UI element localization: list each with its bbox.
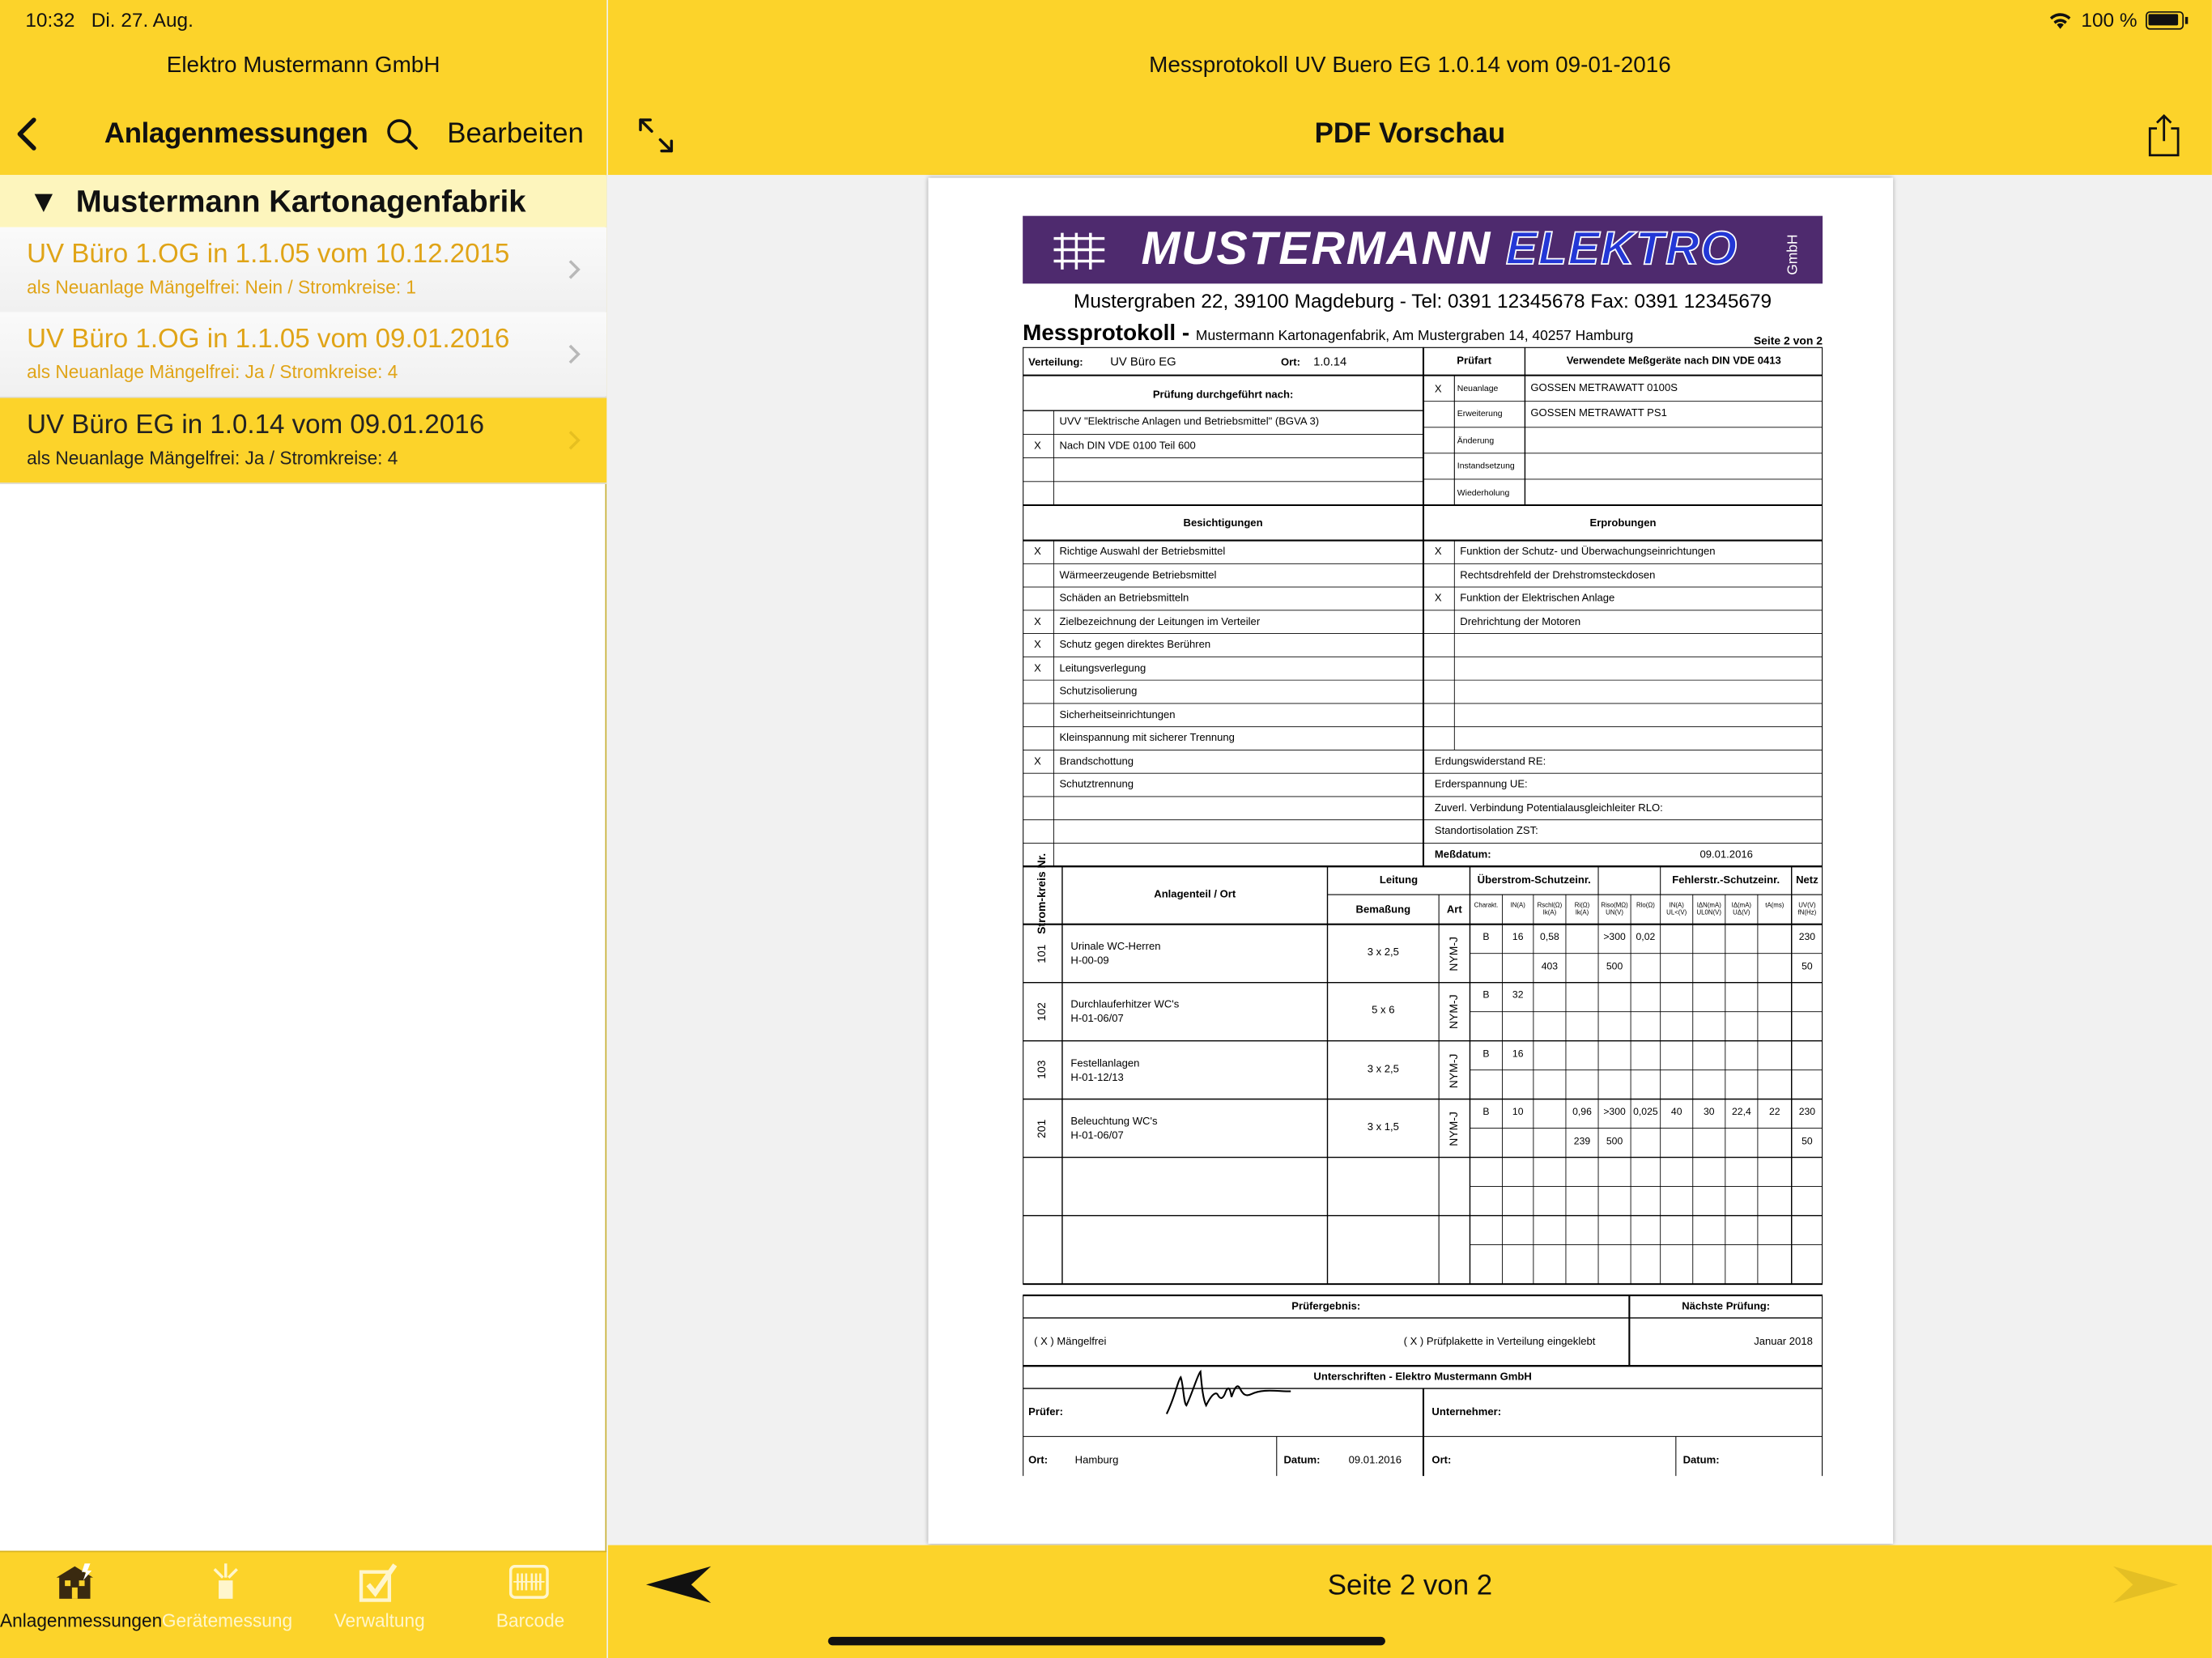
messdatum-label: Meßdatum: bbox=[1434, 847, 1491, 861]
logo-text: MUSTERMANN ELEKTRO bbox=[1141, 221, 1738, 274]
erdung-item: Zuverl. Verbindung Potentialausgleichleiter RLO: bbox=[1434, 801, 1663, 814]
besichtigung-item: Wärmeerzeugende Betriebsmittel bbox=[1059, 568, 1217, 581]
datum-label: Datum: bbox=[1682, 1453, 1720, 1466]
page-counter: Seite 2 von 2 bbox=[1753, 334, 1823, 347]
logo-mark-icon bbox=[1049, 230, 1111, 272]
geraet-item: GOSSEN METRAWATT 0100S bbox=[1530, 380, 1678, 394]
erprobung-item: Funktion der Elektrischen Anlage bbox=[1460, 591, 1615, 605]
check-mark: X bbox=[1034, 754, 1041, 767]
group-header[interactable]: ▼ Mustermann Kartonagenfabrik bbox=[0, 175, 606, 227]
measurement-value: 239 bbox=[1573, 1137, 1591, 1147]
list-item-subtitle: als Neuanlage Mängelfrei: Nein / Stromkreise: 1 bbox=[27, 276, 417, 298]
tab-label: Verwaltung bbox=[334, 1609, 425, 1631]
column-subheader: Rschl(Ω) Ik(A) bbox=[1537, 901, 1563, 916]
battery-icon bbox=[2146, 11, 2184, 29]
share-icon[interactable] bbox=[2146, 113, 2182, 158]
erdung-item: Erderspannung UE: bbox=[1434, 777, 1528, 791]
page-title: PDF Vorschau bbox=[1314, 118, 1506, 150]
datum-value: 09.01.2016 bbox=[1348, 1453, 1402, 1466]
list-item[interactable] bbox=[0, 312, 606, 397]
besichtigung-item: Sicherheitseinrichtungen bbox=[1059, 708, 1176, 721]
ort-label: Ort: bbox=[1431, 1453, 1452, 1466]
list-item-subtitle: als Neuanlage Mängelfrei: Ja / Stromkreise: 4 bbox=[27, 361, 398, 383]
tab-label: Gerätemessung bbox=[161, 1609, 293, 1631]
besichtigungen-header: Besichtigungen bbox=[1183, 516, 1263, 529]
ort-value: 1.0.14 bbox=[1313, 354, 1347, 368]
tab-label: Barcode bbox=[496, 1609, 565, 1631]
check-mark: X bbox=[1434, 544, 1442, 558]
bemassung-header: Bemaßung bbox=[1355, 903, 1411, 916]
disclosure-triangle-icon: ▼ bbox=[28, 183, 59, 219]
circuit-name: Festellanlagen bbox=[1070, 1056, 1140, 1069]
circuit-bemassung: 5 x 6 bbox=[1372, 1003, 1395, 1017]
pruefart-item: Änderung bbox=[1457, 436, 1495, 446]
status-right bbox=[2048, 8, 2184, 31]
pruefart-item: Wiederholung bbox=[1457, 489, 1510, 498]
erprobung-item: Funktion der Schutz- und Überwachungseinrichtungen bbox=[1460, 544, 1716, 558]
measurement-value: 0,025 bbox=[1633, 1107, 1658, 1118]
pruefer-label: Prüfer: bbox=[1028, 1405, 1063, 1418]
anlagenteil-header: Anlagenteil / Ort bbox=[1154, 887, 1236, 901]
besichtigung-item: Schäden an Betriebsmitteln bbox=[1059, 591, 1189, 605]
wifi-icon bbox=[2048, 11, 2073, 29]
besichtigung-item: Brandschottung bbox=[1059, 754, 1134, 767]
measurement-value: 0,96 bbox=[1572, 1107, 1592, 1118]
check-mark: X bbox=[1034, 614, 1041, 627]
ergebnis-header: Prüfergebnis: bbox=[1291, 1299, 1361, 1312]
measurement-value: 32 bbox=[1512, 991, 1524, 1001]
document-title: Messprotokoll UV Buero EG 1.0.14 vom 09-01-2016 bbox=[1149, 53, 1671, 78]
circuit-ref: H-01-12/13 bbox=[1070, 1070, 1124, 1083]
column-subheader: IN(A) bbox=[1510, 901, 1525, 909]
tab-anlagenmessungen[interactable] bbox=[0, 1552, 163, 1658]
circuit-number: 201 bbox=[1035, 1118, 1049, 1138]
measurement-value: 22 bbox=[1769, 1107, 1780, 1118]
next-page-arrow-icon[interactable] bbox=[2110, 1563, 2180, 1605]
measurement-value: 50 bbox=[1802, 1137, 1813, 1147]
pruefart-item: Neuanlage bbox=[1457, 385, 1499, 394]
measurement-value: 10 bbox=[1512, 1107, 1524, 1118]
measurement-value: 16 bbox=[1512, 1049, 1524, 1060]
company-address: Mustergraben 22, 39100 Magdeburg - Tel: 0391 12345678 Fax: 0391 12345679 bbox=[1074, 289, 1772, 312]
measurement-value: B bbox=[1482, 933, 1490, 943]
tab-verwaltung[interactable] bbox=[304, 1552, 456, 1658]
measurement-value: 500 bbox=[1606, 962, 1623, 972]
circuit-bemassung: 3 x 1,5 bbox=[1367, 1120, 1399, 1133]
unternehmer-label: Unternehmer: bbox=[1431, 1405, 1502, 1418]
list-item-title: UV Büro EG in 1.0.14 vom 09.01.2016 bbox=[27, 410, 485, 440]
besichtigung-item: Kleinspannung mit sicherer Trennung bbox=[1059, 730, 1235, 744]
column-subheader: tA(ms) bbox=[1765, 901, 1784, 909]
circuit-number: 101 bbox=[1035, 944, 1049, 963]
circuit-bemassung: 3 x 2,5 bbox=[1367, 945, 1399, 959]
measurement-value: 0,58 bbox=[1540, 933, 1559, 943]
besichtigung-item: Schutzisolierung bbox=[1059, 684, 1138, 698]
protocol-grid bbox=[1023, 347, 1823, 1465]
measurement-value: 403 bbox=[1541, 962, 1559, 972]
column-subheader: UV(V) fN(Hz) bbox=[1797, 901, 1817, 916]
circuit-art: NYM-J bbox=[1447, 1052, 1461, 1088]
column-subheader: Riso(MΩ) UN(V) bbox=[1601, 901, 1628, 916]
logo-gmbh: GmbH bbox=[1785, 234, 1802, 275]
measurement-value: 22,4 bbox=[1732, 1107, 1751, 1118]
measurement-value: 0,02 bbox=[1636, 933, 1656, 943]
erprobung-item: Rechtsdrehfeld der Drehstromsteckdosen bbox=[1460, 568, 1656, 581]
circuit-ref: H-01-06/07 bbox=[1070, 1012, 1124, 1025]
erdung-item: Erdungswiderstand RE: bbox=[1434, 754, 1546, 767]
check-mark: X bbox=[1034, 637, 1041, 651]
chevron-right-icon bbox=[567, 429, 581, 452]
circuit-name: Beleuchtung WC's bbox=[1070, 1114, 1158, 1128]
measurement-value: 500 bbox=[1606, 1137, 1623, 1147]
back-chevron-icon[interactable] bbox=[11, 113, 48, 155]
geraet-item: GOSSEN METRAWATT PS1 bbox=[1530, 406, 1667, 420]
besichtigung-item: Schutztrennung bbox=[1059, 777, 1134, 791]
fehlerstrom-header: Fehlerstr.-Schutzeinr. bbox=[1672, 873, 1780, 886]
building-icon bbox=[53, 1561, 96, 1603]
pruefart-item: Instandsetzung bbox=[1457, 463, 1515, 472]
measurement-value: 40 bbox=[1670, 1107, 1682, 1118]
ueberstrom-header: Überstrom-Schutzeinr. bbox=[1477, 873, 1591, 886]
verteilung-value: UV Büro EG bbox=[1110, 354, 1176, 368]
circuit-name: Durchlauferhitzer WC's bbox=[1070, 997, 1180, 1011]
tab-label: Anlagenmessungen bbox=[0, 1609, 163, 1631]
tab-barcode[interactable] bbox=[454, 1552, 606, 1658]
circuit-number: 102 bbox=[1035, 1001, 1049, 1022]
ort-value: Hamburg bbox=[1074, 1453, 1119, 1466]
device-spark-icon bbox=[205, 1561, 247, 1603]
page-indicator: Seite 2 von 2 bbox=[1327, 1570, 1493, 1602]
measurement-value: 230 bbox=[1798, 933, 1816, 943]
ergebnis-plakette: ( X ) Prüfplakette in Verteilung eingeklebt bbox=[1403, 1334, 1596, 1348]
circuit-number: 103 bbox=[1035, 1061, 1049, 1080]
check-mark: X bbox=[1034, 544, 1041, 558]
besichtigung-item: Leitungsverlegung bbox=[1059, 661, 1146, 674]
netz-header: Netz bbox=[1796, 873, 1819, 886]
leitung-header: Leitung bbox=[1379, 873, 1419, 886]
pruefart-label: Prüfart bbox=[1457, 354, 1492, 368]
sidebar bbox=[0, 0, 606, 1658]
messdatum-value: 09.01.2016 bbox=[1699, 847, 1753, 861]
list-item-subtitle: als Neuanlage Mängelfrei: Ja / Stromkreise: 4 bbox=[27, 447, 398, 469]
circuit-art: NYM-J bbox=[1447, 1111, 1461, 1146]
list-item-title: UV Büro 1.OG in 1.1.05 vom 10.12.2015 bbox=[27, 240, 510, 270]
measurement-value: 50 bbox=[1802, 962, 1813, 972]
pruefung-item: UVV "Elektrische Anlagen und Betriebsmittel" (BGVA 3) bbox=[1059, 414, 1320, 428]
naechste-pruefung-value: Januar 2018 bbox=[1754, 1334, 1813, 1348]
datum-label: Datum: bbox=[1283, 1453, 1321, 1466]
company-name: Elektro Mustermann GmbH bbox=[166, 53, 440, 78]
naechste-pruefung-header: Nächste Prüfung: bbox=[1682, 1299, 1771, 1312]
check-mark: X bbox=[1434, 382, 1442, 396]
besichtigung-item: Richtige Auswahl der Betriebsmittel bbox=[1059, 544, 1226, 558]
measurement-value: 230 bbox=[1798, 1107, 1816, 1118]
status-time: 10:32 Di. 27. Aug. bbox=[25, 8, 194, 32]
measurement-value: 30 bbox=[1703, 1107, 1715, 1118]
ort-label: Ort: bbox=[1028, 1453, 1049, 1466]
stromkreis-header: Strom-kreis Nr. bbox=[1035, 852, 1049, 934]
list-item[interactable] bbox=[0, 227, 606, 313]
company-logo bbox=[1023, 216, 1823, 284]
erprobung-item: Drehrichtung der Motoren bbox=[1460, 614, 1581, 627]
chevron-right-icon bbox=[567, 258, 581, 281]
ergebnis-maengelfrei: ( X ) Mängelfrei bbox=[1034, 1334, 1107, 1348]
column-subheader: Ri(Ω) Ik(A) bbox=[1574, 901, 1590, 916]
chevron-right-icon bbox=[567, 343, 581, 366]
verteilung-label: Verteilung: bbox=[1028, 355, 1083, 368]
measurement-value: 16 bbox=[1512, 933, 1524, 943]
besichtigung-item: Zielbezeichnung der Leitungen im Verteiler bbox=[1059, 614, 1261, 627]
erdung-item: Standortisolation ZST: bbox=[1434, 823, 1538, 837]
battery-percent: 100 % bbox=[2081, 8, 2138, 32]
list-item-title: UV Büro 1.OG in 1.1.05 vom 09.01.2016 bbox=[27, 324, 510, 355]
column-subheader: Charakt. bbox=[1474, 901, 1499, 909]
measurement-value: B bbox=[1482, 991, 1490, 1001]
circuit-ref: H-01-06/07 bbox=[1070, 1129, 1124, 1141]
home-indicator bbox=[828, 1637, 1385, 1645]
sidebar-title: Anlagenmessungen bbox=[104, 118, 368, 150]
check-mark: X bbox=[1034, 661, 1041, 674]
check-mark: X bbox=[1034, 438, 1041, 452]
column-subheader: Rlo(Ω) bbox=[1636, 901, 1655, 909]
geraete-header: Verwendete Meßgeräte nach DIN VDE 0413 bbox=[1566, 354, 1781, 368]
list-item-selected[interactable] bbox=[0, 398, 606, 484]
tab-geraetemessung[interactable] bbox=[151, 1552, 303, 1658]
pruefung-header: Prüfung durchgeführt nach: bbox=[1152, 388, 1294, 402]
pdf-page bbox=[928, 178, 1893, 1544]
column-subheader: IN(A) UL<(V) bbox=[1666, 901, 1687, 916]
check-mark: X bbox=[1434, 591, 1442, 605]
unterschriften-header: Unterschriften - Elektro Mustermann GmbH bbox=[1313, 1370, 1532, 1384]
search-icon[interactable] bbox=[385, 117, 419, 151]
protocol-heading: Messprotokoll - Mustermann Kartonagenfabrik, Am Mustergraben 14, 40257 Hamburg bbox=[1023, 321, 1634, 346]
measurement-value: >300 bbox=[1603, 933, 1626, 943]
status-bar bbox=[0, 0, 2212, 40]
column-subheader: IΔN(mA) UL0N(V) bbox=[1696, 901, 1722, 916]
circuit-bemassung: 3 x 2,5 bbox=[1367, 1061, 1399, 1075]
circuit-art: NYM-J bbox=[1447, 994, 1461, 1030]
column-subheader: IΔ(mA) UΔ(V) bbox=[1731, 901, 1752, 916]
circuit-art: NYM-J bbox=[1447, 936, 1461, 971]
edit-button[interactable]: Bearbeiten bbox=[447, 118, 584, 150]
pruefung-item: Nach DIN VDE 0100 Teil 600 bbox=[1059, 438, 1196, 452]
measurement-value: >300 bbox=[1603, 1107, 1626, 1118]
measurement-value: B bbox=[1482, 1107, 1490, 1118]
ort-label: Ort: bbox=[1281, 355, 1300, 368]
pruefart-item: Erweiterung bbox=[1457, 410, 1503, 420]
checkbox-icon bbox=[357, 1561, 399, 1603]
besichtigung-item: Schutz gegen direktes Berühren bbox=[1059, 637, 1211, 651]
erprobungen-header: Erprobungen bbox=[1589, 516, 1657, 529]
pdf-preview-area[interactable] bbox=[608, 175, 2212, 1545]
barcode-scanner-icon bbox=[508, 1561, 550, 1603]
measurement-value: B bbox=[1482, 1049, 1490, 1060]
circuit-name: Urinale WC-Herren bbox=[1070, 939, 1161, 953]
tab-bar bbox=[0, 1551, 606, 1658]
art-header: Art bbox=[1446, 903, 1462, 916]
circuit-ref: H-00-09 bbox=[1070, 954, 1109, 967]
